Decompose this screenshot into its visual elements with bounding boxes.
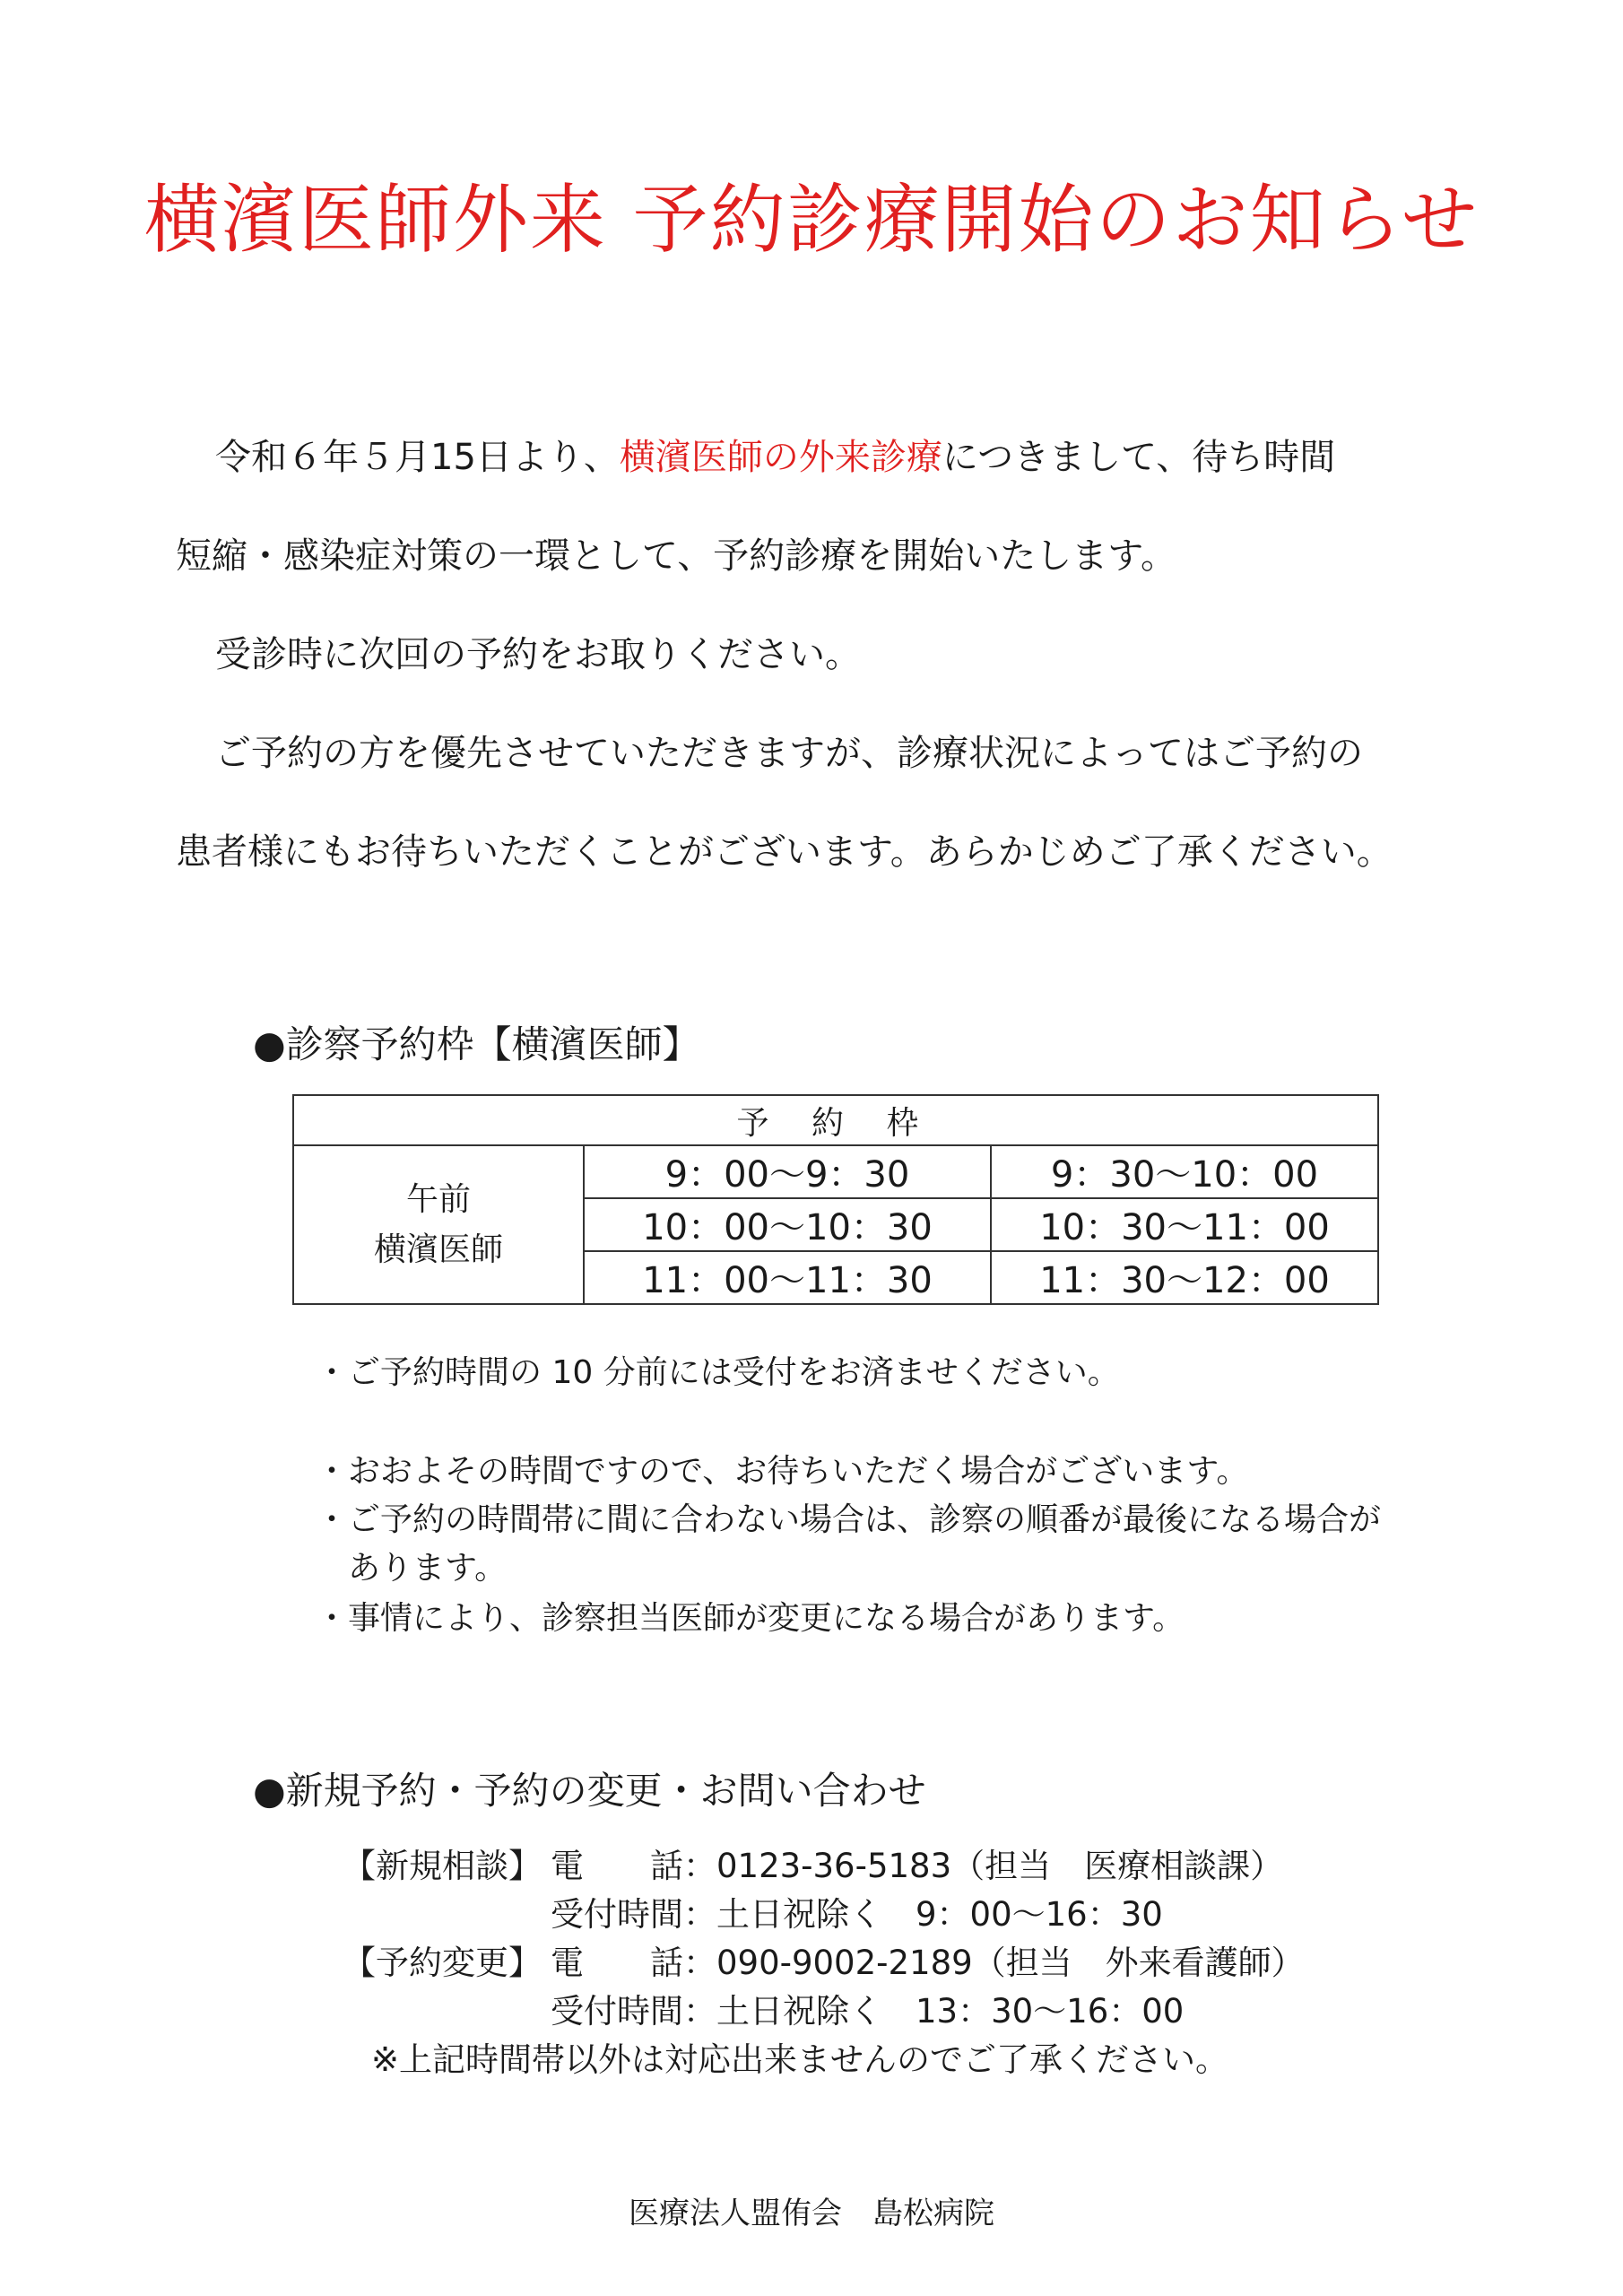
- change-label: 【予約変更】: [343, 1944, 542, 1982]
- reservation-slot-table: [292, 1094, 1379, 1305]
- note-item: あります。: [316, 1550, 508, 1587]
- table-row: [293, 1145, 1378, 1198]
- page-title: 横濱医師外来 予約診療開始のお知らせ: [143, 176, 1480, 264]
- intro-line-2: 短縮・感染症対策の一環として、予約診療を開始いたします。: [176, 535, 1176, 577]
- slot-cell: 10：30～11：00: [991, 1198, 1378, 1251]
- intro-highlight: 横濱医師の外来診療: [619, 437, 942, 478]
- note-item: ・ご予約の時間帯に間に合わない場合は、診察の順番が最後になる場合が: [316, 1501, 1382, 1538]
- change-hours: 受付時間：土日祝除く 13：30～16：00: [551, 1992, 1185, 2031]
- intro-line-1: [215, 429, 1335, 480]
- slot-cell: 11：00～11：30: [584, 1251, 991, 1304]
- note-item: ・ご予約時間の 10 分前には受付をお済ませください。: [316, 1354, 1120, 1391]
- intro-line-3: 受診時に次回の予約をお取りください。: [215, 634, 861, 675]
- contact-note: ※上記時間帯以外は対応出来ませんのでご了承ください。: [371, 2040, 1229, 2079]
- table-header-row: [293, 1095, 1378, 1145]
- note-item: ・事情により、診察担当医師が変更になる場合があります。: [316, 1600, 1185, 1637]
- contact-heading: ●新規予約・予約の変更・お問い合わせ: [253, 1769, 926, 1813]
- slot-cell: 11：30～12：00: [991, 1251, 1378, 1304]
- change-phone: 電 話：090-9002-2189（担当 外来看護師）: [551, 1944, 1305, 1982]
- note-item: ・おおよその時間ですので、お待ちいただく場合がございます。: [316, 1453, 1249, 1490]
- new-consult-hours: 受付時間：土日祝除く 9：00～16：30: [551, 1895, 1163, 1934]
- row-label-period: 午前: [405, 1180, 471, 1218]
- hospital-name: 医療法人盟侑会 島松病院: [629, 2196, 994, 2231]
- slot-cell: 10：00～10：30: [584, 1198, 991, 1251]
- new-consult-label: 【新規相談】: [343, 1847, 542, 1885]
- slots-heading: ●診察予約枠【横濱医師】: [253, 1022, 700, 1066]
- slot-cell: 9：30～10：00: [991, 1145, 1378, 1198]
- row-label-doctor: 横濱医師: [373, 1231, 503, 1268]
- intro-line-1-start: 令和６年５月15日より、: [215, 437, 620, 478]
- row-label: [293, 1145, 584, 1304]
- intro-line-5: 患者様にもお待ちいただくことがございます。あらかじめご了承ください。: [176, 831, 1393, 873]
- intro-line-1-end: につきまして、待ち時間: [942, 437, 1336, 478]
- intro-line-4: ご予約の方を優先させていただきますが、診療状況によってはご予約の: [215, 733, 1363, 774]
- slot-cell: 9：00～9：30: [584, 1145, 991, 1198]
- table-header: 予 約 枠: [293, 1095, 1378, 1145]
- new-consult-phone: 電 話：0123-36-5183（担当 医療相談課）: [551, 1847, 1284, 1885]
